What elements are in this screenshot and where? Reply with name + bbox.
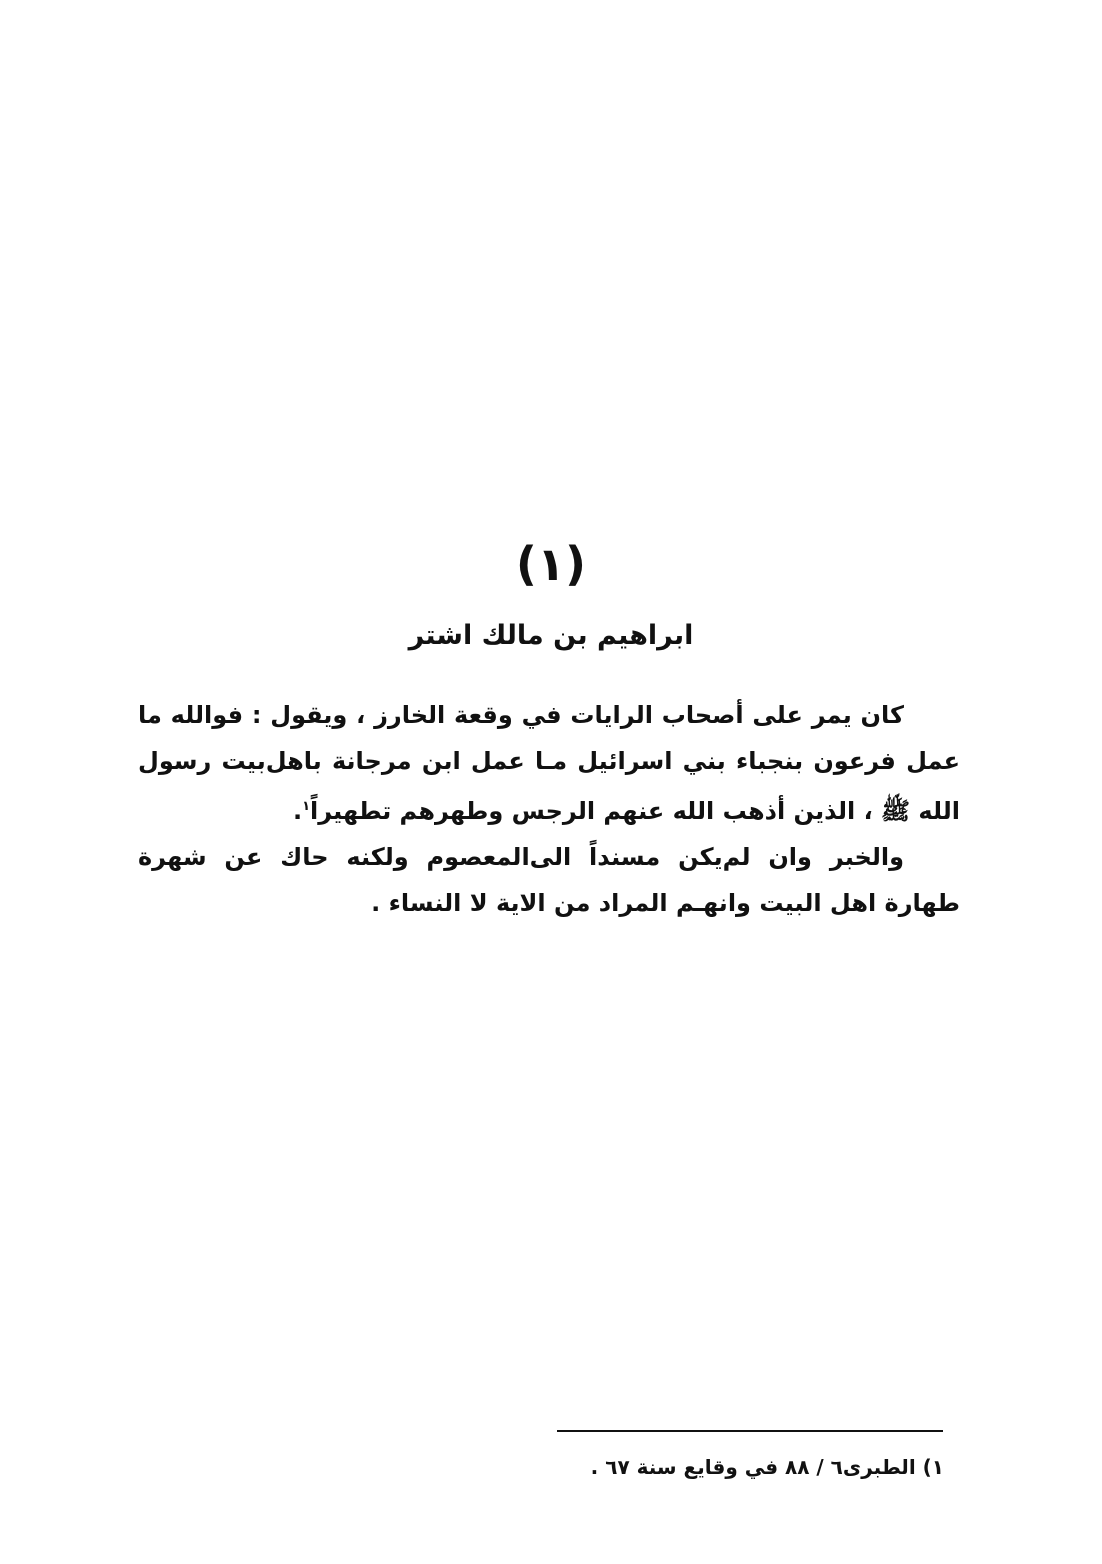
paragraph-2: والخبر وان لم‌يكن مسنداً الى‌المعصوم ولكنه حاك عن شهرة طهارة اهل البيت وانهـم المراد من الاية لا النساء .: [138, 843, 960, 917]
footnote-reference: ١: [302, 799, 311, 814]
paragraph-1-text: كان يمر على أصحاب الرايات في وقعة الخارز ، ويقول : فوالله ما عمل فرعون بنجباء بني اسرائيل مـا عمل ابن مرجانة باهل‌بيت رسول الله ﷺ ، الذين أذهب الله عنهم الرجس وطهرهم تطهيراً: [138, 701, 960, 825]
footnote: ١) الطبرى٦ / ٨٨ في وقايع سنة ٦٧ .: [590, 1455, 944, 1479]
footnote-divider: [557, 1430, 943, 1432]
paragraph-1-end: .: [292, 797, 303, 825]
paragraph-1: [138, 692, 960, 834]
body-text: [138, 692, 960, 926]
chapter-title: ابراهيم بن مالك اشتر: [408, 620, 694, 651]
chapter-number: (١): [515, 537, 587, 591]
